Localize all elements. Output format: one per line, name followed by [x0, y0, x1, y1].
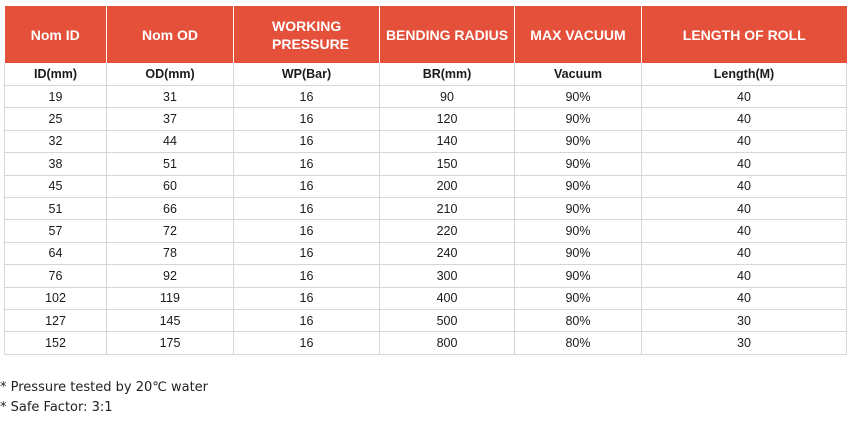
cell-vacuum: 90%	[515, 265, 642, 287]
header-working-pressure: WORKING PRESSURE	[234, 6, 380, 63]
cell-length: 40	[642, 265, 847, 287]
cell-od: 60	[107, 175, 234, 197]
header-bending-radius: BENDING RADIUS	[380, 6, 515, 63]
cell-od: 145	[107, 309, 234, 331]
footnotes	[0, 378, 208, 418]
cell-vacuum: 80%	[515, 332, 642, 354]
cell-vacuum: 90%	[515, 86, 642, 108]
cell-length: 40	[642, 242, 847, 264]
cell-br: 400	[380, 287, 515, 309]
cell-od: 37	[107, 108, 234, 130]
cell-br: 150	[380, 153, 515, 175]
cell-id: 19	[5, 86, 107, 108]
table-row	[5, 130, 847, 152]
cell-vacuum: 90%	[515, 153, 642, 175]
table-row	[5, 197, 847, 219]
cell-wp: 16	[234, 287, 380, 309]
table-row	[5, 265, 847, 287]
cell-id: 64	[5, 242, 107, 264]
unit-od: OD(mm)	[107, 63, 234, 86]
cell-od: 66	[107, 197, 234, 219]
cell-vacuum: 90%	[515, 108, 642, 130]
cell-br: 140	[380, 130, 515, 152]
cell-wp: 16	[234, 175, 380, 197]
cell-od: 44	[107, 130, 234, 152]
cell-id: 76	[5, 265, 107, 287]
cell-wp: 16	[234, 153, 380, 175]
cell-br: 800	[380, 332, 515, 354]
cell-id: 45	[5, 175, 107, 197]
table-row	[5, 153, 847, 175]
cell-length: 40	[642, 197, 847, 219]
cell-od: 78	[107, 242, 234, 264]
cell-od: 72	[107, 220, 234, 242]
header-length-of-roll: LENGTH OF ROLL	[642, 6, 847, 63]
cell-vacuum: 90%	[515, 220, 642, 242]
cell-br: 500	[380, 309, 515, 331]
cell-wp: 16	[234, 197, 380, 219]
cell-length: 40	[642, 287, 847, 309]
table-row	[5, 309, 847, 331]
header-nom-id: Nom ID	[5, 6, 107, 63]
cell-id: 51	[5, 197, 107, 219]
table-header-row	[5, 6, 847, 63]
table-row	[5, 287, 847, 309]
cell-br: 90	[380, 86, 515, 108]
hose-spec-table	[4, 6, 847, 355]
table-row	[5, 108, 847, 130]
cell-id: 152	[5, 332, 107, 354]
cell-vacuum: 90%	[515, 197, 642, 219]
cell-wp: 16	[234, 265, 380, 287]
cell-length: 30	[642, 332, 847, 354]
table-row	[5, 86, 847, 108]
cell-vacuum: 90%	[515, 130, 642, 152]
cell-od: 31	[107, 86, 234, 108]
cell-br: 200	[380, 175, 515, 197]
cell-br: 210	[380, 197, 515, 219]
cell-length: 30	[642, 309, 847, 331]
table-row	[5, 332, 847, 354]
cell-id: 25	[5, 108, 107, 130]
cell-id: 102	[5, 287, 107, 309]
cell-br: 120	[380, 108, 515, 130]
unit-length: Length(M)	[642, 63, 847, 86]
cell-length: 40	[642, 175, 847, 197]
cell-vacuum: 90%	[515, 175, 642, 197]
cell-length: 40	[642, 153, 847, 175]
cell-wp: 16	[234, 332, 380, 354]
cell-id: 32	[5, 130, 107, 152]
cell-od: 175	[107, 332, 234, 354]
cell-br: 220	[380, 220, 515, 242]
cell-vacuum: 90%	[515, 287, 642, 309]
cell-id: 57	[5, 220, 107, 242]
cell-length: 40	[642, 220, 847, 242]
cell-vacuum: 80%	[515, 309, 642, 331]
cell-wp: 16	[234, 242, 380, 264]
cell-wp: 16	[234, 309, 380, 331]
header-nom-od: Nom OD	[107, 6, 234, 63]
cell-wp: 16	[234, 220, 380, 242]
cell-od: 92	[107, 265, 234, 287]
cell-length: 40	[642, 86, 847, 108]
unit-wp: WP(Bar)	[234, 63, 380, 86]
cell-od: 119	[107, 287, 234, 309]
note-safe-factor: * Safe Factor: 3:1	[0, 400, 113, 415]
cell-br: 240	[380, 242, 515, 264]
cell-br: 300	[380, 265, 515, 287]
cell-wp: 16	[234, 108, 380, 130]
cell-wp: 16	[234, 86, 380, 108]
cell-length: 40	[642, 108, 847, 130]
table-row	[5, 175, 847, 197]
note-pressure-test: * Pressure tested by 20℃ water	[0, 380, 209, 395]
cell-vacuum: 90%	[515, 242, 642, 264]
table-row	[5, 220, 847, 242]
cell-id: 127	[5, 309, 107, 331]
cell-id: 38	[5, 153, 107, 175]
cell-od: 51	[107, 153, 234, 175]
table-row	[5, 242, 847, 264]
cell-wp: 16	[234, 130, 380, 152]
cell-length: 40	[642, 130, 847, 152]
units-row	[5, 63, 847, 86]
header-max-vacuum: MAX VACUUM	[515, 6, 642, 63]
unit-br: BR(mm)	[380, 63, 515, 86]
unit-id: ID(mm)	[5, 63, 107, 86]
unit-vacuum: Vacuum	[515, 63, 642, 86]
